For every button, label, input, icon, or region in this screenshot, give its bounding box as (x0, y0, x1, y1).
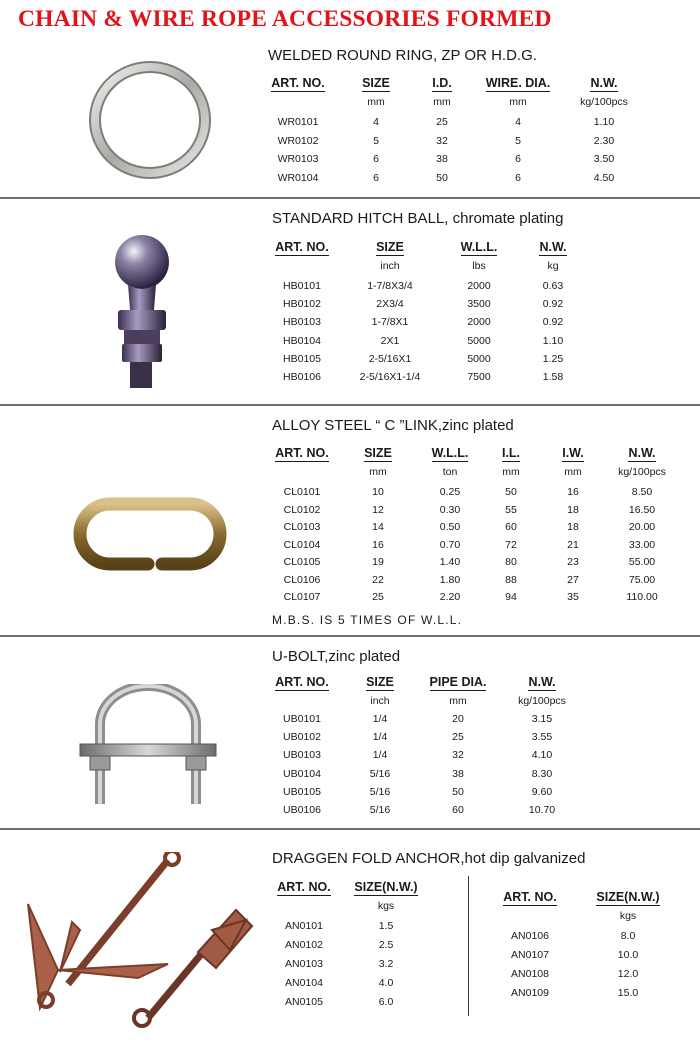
table-cell: 5000 (467, 334, 491, 347)
column-unit: kg/100pcs (518, 695, 566, 707)
column-header-label: SIZE(N.W.) (596, 890, 660, 904)
table-cell: 0.30 (439, 503, 461, 516)
table-cell: 50 (452, 785, 464, 798)
table-cell: 4.10 (531, 749, 553, 762)
table-cell: 5/16 (369, 804, 391, 816)
table-cell: AN0107 (511, 949, 549, 961)
table-cell: CL0105 (283, 556, 321, 568)
column-header (548, 444, 598, 462)
table-cell: 2-5/16X1-1/4 (359, 371, 421, 383)
table-cell: AN0106 (511, 930, 549, 942)
table-cell: 5 (515, 134, 521, 147)
column-header (604, 444, 680, 462)
table-cell: 2X3/4 (376, 298, 404, 311)
table-cell: WR0103 (277, 153, 319, 165)
table-cell: 1/4 (372, 749, 388, 762)
column-unit: mm (367, 96, 385, 108)
table-cell: HB0101 (283, 280, 321, 292)
column-unit: mm (502, 466, 520, 478)
table-cell: 75.00 (628, 573, 656, 586)
column-unit: kgs (377, 900, 395, 912)
table-cell: 18 (567, 521, 579, 533)
table-cell: 20 (452, 713, 464, 725)
table-cell: 25 (452, 731, 464, 744)
column-unit: kg (547, 260, 559, 272)
table-cell: AN0109 (511, 987, 549, 999)
column-header-label: W.L.L. (431, 446, 469, 460)
table-cell: WR0102 (277, 134, 319, 147)
table-cell: 55.00 (628, 556, 656, 568)
column-unit: mm (509, 96, 527, 108)
table-cell: 50 (505, 486, 517, 498)
column-header-label: N.W. (539, 240, 567, 254)
table-cell: 1.40 (439, 556, 461, 568)
column-header (568, 74, 640, 92)
table-cell: 23 (567, 556, 579, 568)
table-cell: 0.92 (542, 298, 564, 311)
mbs-note: M.B.S. IS 5 TIMES OF W.L.L. (272, 613, 463, 627)
table-cell: 22 (372, 573, 384, 586)
table-cell: 4.50 (593, 171, 615, 184)
table-cell: 25 (436, 116, 448, 128)
table-cell: 1.25 (542, 352, 564, 365)
column-header (476, 74, 560, 92)
table-cell: 19 (372, 556, 384, 568)
u-bolt-section-title: U-BOLT,zinc plated (272, 648, 401, 665)
hitch-ball-image (108, 232, 178, 392)
column-header (348, 878, 424, 896)
table-cell: CL0106 (283, 573, 321, 586)
table-cell: AN0102 (285, 939, 323, 951)
column-header (346, 74, 406, 92)
column-header (348, 444, 408, 462)
table-cell: 72 (505, 538, 517, 551)
column-header (264, 878, 344, 896)
column-header-label: ART. NO. (277, 880, 331, 894)
table-cell: 4 (515, 116, 521, 128)
table-cell: 14 (372, 521, 384, 533)
table-cell: UB0105 (283, 785, 321, 798)
table-cell: CL0102 (283, 503, 321, 516)
table-cell: 1-7/8X1 (371, 316, 409, 329)
table-cell: 5000 (467, 352, 491, 365)
table-cell: CL0104 (283, 538, 321, 551)
table-cell: 2.5 (378, 939, 394, 951)
table-cell: 1.58 (542, 371, 564, 383)
column-header (262, 238, 342, 256)
table-cell: 3500 (467, 298, 491, 311)
table-cell: 20.00 (628, 521, 656, 533)
c-link-image (70, 496, 230, 572)
column-header (486, 444, 536, 462)
table-cell: AN0103 (285, 958, 323, 970)
column-header (262, 74, 334, 92)
column-header-label: I.L. (501, 446, 521, 460)
table-cell: 1.10 (542, 334, 564, 347)
table-cell: HB0106 (283, 371, 321, 383)
table-cell: 94 (505, 591, 517, 603)
column-header (420, 444, 480, 462)
table-cell: 38 (452, 767, 464, 780)
column-header-label: ART. NO. (275, 240, 329, 254)
hitch-title-main: STANDARD HITCH BALL (272, 210, 445, 227)
table-cell: 10 (372, 486, 384, 498)
table-cell: 33.00 (628, 538, 656, 551)
column-unit: mm (564, 466, 582, 478)
table-cell: HB0103 (283, 316, 321, 329)
ring-section-title: WELDED ROUND RING, ZP OR H.D.G. (268, 47, 537, 64)
table-cell: 7500 (467, 371, 491, 383)
table-cell: UB0106 (283, 804, 321, 816)
table-cell: 9.60 (531, 785, 553, 798)
table-cell: WR0101 (277, 116, 319, 128)
table-cell: 12 (372, 503, 384, 516)
table-cell: 0.70 (439, 538, 461, 551)
column-unit: kg/100pcs (618, 466, 666, 478)
table-cell: 38 (436, 153, 448, 165)
column-header-label: SIZE (376, 240, 404, 254)
column-header-label: W.L.L. (460, 240, 498, 254)
table-cell: 32 (436, 134, 448, 147)
table-cell: 6 (373, 153, 379, 165)
column-header (488, 888, 572, 906)
column-unit: mm (369, 466, 387, 478)
table-cell: 12.0 (617, 968, 639, 980)
table-cell: 8.0 (620, 930, 636, 942)
table-cell: 1/4 (372, 731, 388, 744)
table-cell: UB0103 (283, 749, 321, 762)
table-cell: 1.10 (593, 116, 615, 128)
column-header-label: I.W. (562, 446, 584, 460)
table-cell: AN0105 (285, 996, 323, 1008)
column-header (264, 673, 340, 691)
table-cell: 15.0 (617, 987, 639, 999)
column-unit: mm (433, 96, 451, 108)
table-cell: 16.50 (628, 503, 656, 516)
table-cell: WR0104 (277, 171, 319, 184)
table-cell: 4.0 (378, 977, 394, 989)
table-cell: HB0102 (283, 298, 321, 311)
column-unit: kg/100pcs (580, 96, 628, 108)
table-cell: 10.0 (617, 949, 639, 961)
column-header (264, 444, 340, 462)
table-cell: 60 (505, 521, 517, 533)
table-cell: HB0104 (283, 334, 321, 347)
column-unit: mm (449, 695, 467, 707)
table-cell: 16 (372, 538, 384, 551)
table-cell: CL0103 (283, 521, 321, 533)
page-title: CHAIN & WIRE ROPE ACCESSORIES FORMED (18, 6, 552, 32)
column-header-label: I.D. (432, 76, 452, 90)
table-cell: 25 (372, 591, 384, 603)
column-header-label: SIZE(N.W.) (354, 880, 418, 894)
anchor-table-divider (468, 876, 469, 1016)
table-cell: HB0105 (283, 352, 321, 365)
table-cell: 55 (505, 503, 517, 516)
column-unit: ton (442, 466, 458, 478)
column-unit: inch (380, 260, 400, 272)
column-header (444, 238, 514, 256)
table-cell: UB0102 (283, 731, 321, 744)
table-cell: 27 (567, 573, 579, 586)
column-header (518, 238, 588, 256)
column-header-label: ART. NO. (275, 675, 329, 689)
table-cell: 0.63 (542, 280, 564, 292)
table-cell: 1.5 (378, 920, 394, 932)
table-cell: 5 (373, 134, 379, 147)
table-cell: 6 (515, 153, 521, 165)
column-unit: lbs (472, 260, 486, 272)
section-divider (0, 828, 700, 830)
column-header-label: N.W. (628, 446, 656, 460)
table-cell: 5/16 (369, 767, 391, 780)
table-cell: 6 (373, 171, 379, 184)
table-cell: 0.25 (439, 486, 461, 498)
column-header-label: SIZE (366, 675, 394, 689)
table-cell: 5/16 (369, 785, 391, 798)
column-header (588, 888, 668, 906)
table-cell: CL0107 (283, 591, 321, 603)
table-cell: 3.15 (531, 713, 553, 725)
table-cell: AN0104 (285, 977, 323, 989)
column-header (352, 673, 408, 691)
column-header (504, 673, 580, 691)
table-cell: 88 (505, 573, 517, 586)
column-header-label: PIPE DIA. (429, 675, 487, 689)
table-cell: 6.0 (378, 996, 394, 1008)
table-cell: 2.20 (439, 591, 461, 603)
c-link-section-title: ALLOY STEEL “ C ”LINK,zinc plated (272, 417, 514, 434)
section-divider (0, 635, 700, 637)
table-cell: 50 (436, 171, 448, 184)
table-cell: 2-5/16X1 (368, 352, 412, 365)
table-cell: 60 (452, 804, 464, 816)
table-cell: 4 (373, 116, 379, 128)
table-cell: UB0101 (283, 713, 321, 725)
table-cell: 3.55 (531, 731, 553, 744)
column-header-label: ART. NO. (275, 446, 329, 460)
table-cell: 1/4 (372, 713, 388, 725)
column-header (412, 74, 472, 92)
table-cell: CL0101 (283, 486, 321, 498)
column-unit: inch (370, 695, 390, 707)
u-bolt-image (78, 684, 218, 810)
table-cell: 16 (567, 486, 579, 498)
table-cell: AN0101 (285, 920, 323, 932)
column-header (418, 673, 498, 691)
section-divider (0, 404, 700, 406)
table-cell: 8.50 (631, 486, 653, 498)
table-cell: 80 (505, 556, 517, 568)
column-header-label: SIZE (364, 446, 392, 460)
column-header (350, 238, 430, 256)
anchor-section-title: DRAGGEN FOLD ANCHOR,hot dip galvanized (272, 850, 586, 867)
column-header-label: ART. NO. (503, 890, 557, 904)
table-cell: 3.2 (378, 958, 394, 970)
anchor-folded-image (128, 900, 258, 1028)
column-header-label: WIRE. DIA. (485, 76, 551, 90)
table-cell: 35 (567, 591, 579, 603)
table-cell: 18 (567, 503, 579, 516)
column-header-label: ART. NO. (271, 76, 325, 90)
table-cell: AN0108 (511, 968, 549, 980)
table-cell: 8.30 (531, 767, 553, 780)
table-cell: 32 (452, 749, 464, 762)
table-cell: UB0104 (283, 767, 321, 780)
column-header-label: N.W. (528, 675, 556, 689)
table-cell: 2000 (467, 280, 491, 292)
table-cell: 2.30 (593, 134, 615, 147)
column-header-label: N.W. (590, 76, 618, 90)
table-cell: 0.92 (542, 316, 564, 329)
table-cell: 0.50 (439, 521, 461, 533)
column-unit: kgs (619, 910, 637, 922)
hitch-section-title (272, 210, 564, 227)
table-cell: 1.80 (439, 573, 461, 586)
column-header-label: SIZE (362, 76, 390, 90)
table-cell: 110.00 (626, 591, 658, 603)
table-cell: 2X1 (380, 334, 400, 347)
hitch-title-sub: , chromate plating (444, 210, 564, 227)
table-cell: 6 (515, 171, 521, 184)
table-cell: 1-7/8X3/4 (367, 280, 413, 292)
table-cell: 2000 (467, 316, 491, 329)
table-cell: 3.50 (593, 153, 615, 165)
table-cell: 21 (567, 538, 579, 551)
section-divider (0, 197, 700, 199)
table-cell: 10.70 (528, 804, 556, 816)
ring-image (88, 58, 212, 182)
